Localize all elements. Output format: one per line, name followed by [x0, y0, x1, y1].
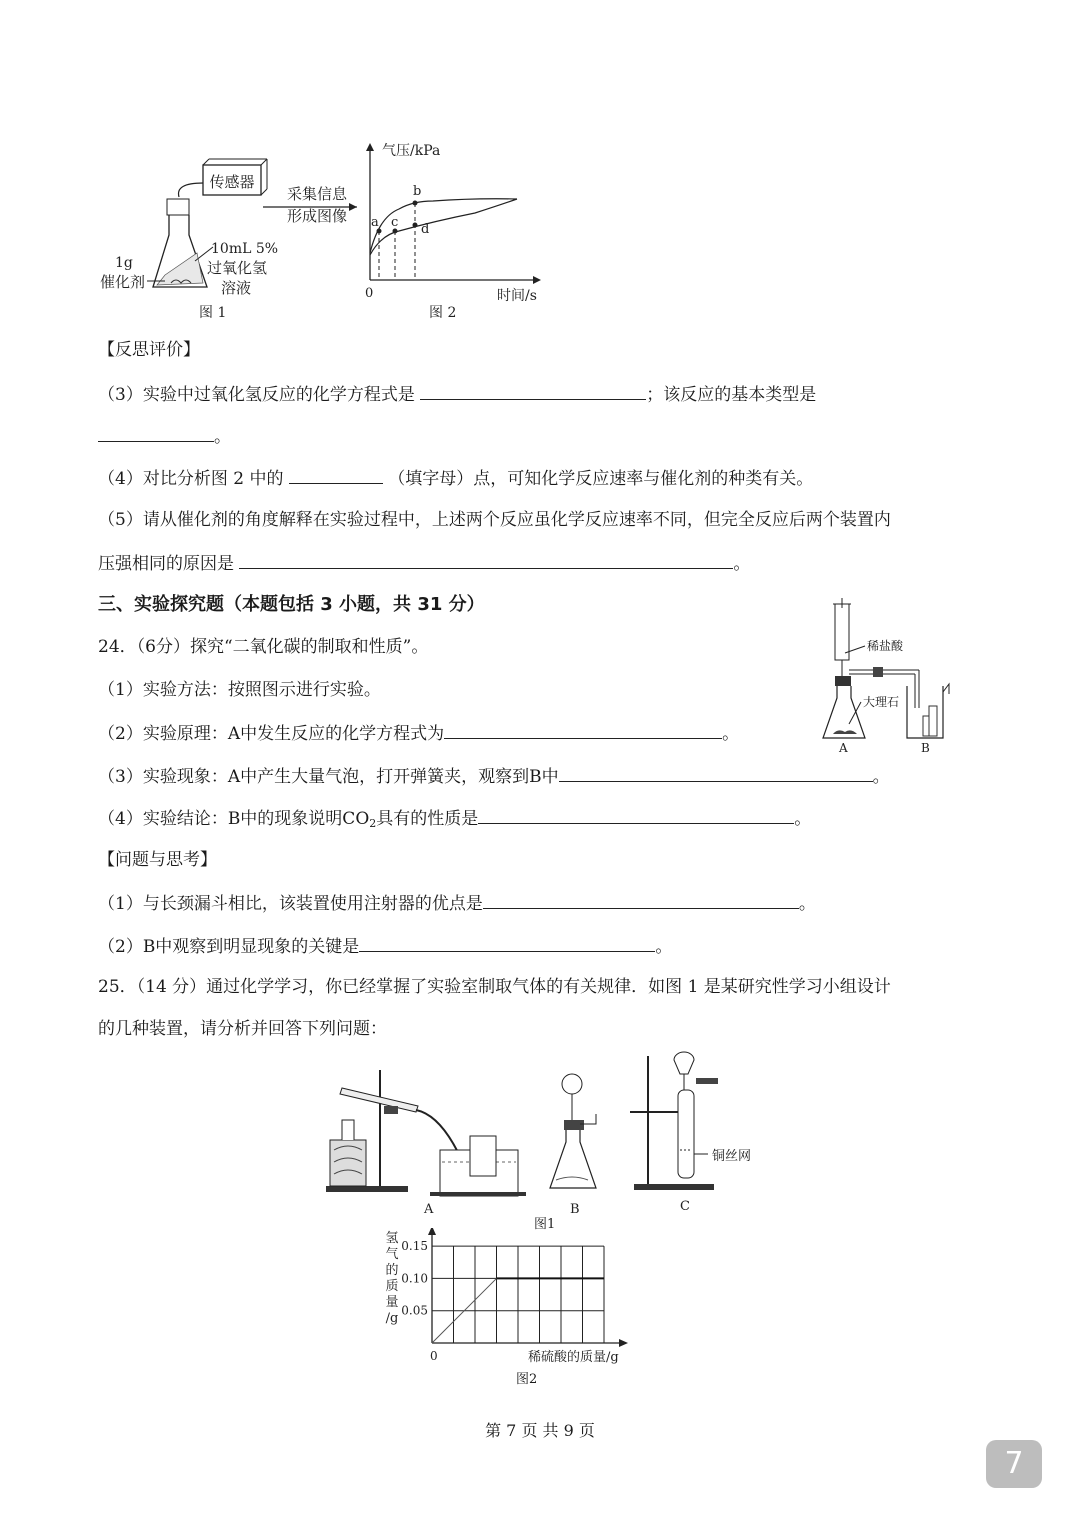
q24-t1-blank[interactable]	[483, 890, 799, 909]
solution-conc: 10mL 5%	[211, 241, 279, 257]
y-axis-label: 氢气的质量/g	[385, 1231, 399, 1326]
q24-p3	[98, 763, 890, 789]
solution-label-2: 溶液	[221, 279, 252, 297]
fig1-caption: 图1	[534, 1217, 556, 1232]
y-axis-arrow-icon	[428, 1228, 436, 1235]
x-axis-label: 稀硫酸的质量/g	[528, 1350, 619, 1365]
q4-letter-blank[interactable]	[289, 465, 383, 484]
y-tick-label: 0.05	[401, 1303, 428, 1318]
q24-heading2: 【问题与思考】	[98, 850, 217, 870]
arrow-label-2: 形成图像	[287, 207, 348, 225]
point-a: a	[371, 215, 379, 230]
page-footer: 第 7 页 共 9 页	[485, 1421, 595, 1440]
arrow-head-icon	[349, 203, 357, 211]
y-axis-label: 气压/kPa	[382, 143, 441, 159]
q24-p4-post: 具有的性质是	[376, 809, 479, 829]
q5-blank[interactable]	[239, 550, 733, 569]
point-d: d	[421, 222, 430, 237]
y-tick-label: 0.15	[401, 1239, 428, 1254]
solution-label-1: 过氧化氢	[207, 259, 268, 277]
co2-subscript: 2	[369, 817, 377, 830]
y-tick-label: 0.10	[401, 1271, 428, 1286]
co2-apparatus	[815, 598, 955, 758]
sensor-box	[203, 159, 267, 195]
top-figure	[95, 135, 565, 325]
q3-end: 。	[214, 427, 231, 447]
q24-p4-blank[interactable]	[478, 805, 794, 824]
q24-p1: （1）实验方法：按照图示进行实验。	[98, 680, 381, 700]
q24-p4-pre: （4）实验结论：B中的现象说明CO	[98, 809, 370, 829]
reflect-heading: 【反思评价】	[98, 340, 200, 360]
x-axis-arrow-icon	[619, 1339, 628, 1347]
arrow-label-1: 采集信息	[287, 185, 348, 203]
sensor-label: 传感器	[209, 173, 255, 191]
q24-t1	[98, 890, 816, 916]
x-axis-label: 时间/s	[497, 288, 537, 304]
q24-t1-text: （1）与长颈漏斗相比，该装置使用注射器的优点是	[98, 894, 483, 914]
q25-apparatus-figure	[320, 1050, 760, 1240]
erlenmeyer-flask	[153, 199, 213, 287]
label-a: A	[424, 1202, 434, 1217]
point-c: c	[391, 215, 399, 230]
label-b: B	[921, 741, 930, 755]
chart-grid	[432, 1246, 604, 1343]
q24-p3-blank[interactable]	[559, 763, 873, 782]
question-3-cont	[98, 423, 231, 449]
q4-post: （填字母）点，可知化学反应速率与催化剂的种类有关。	[388, 469, 814, 489]
period: 。	[794, 809, 812, 829]
q25-line1: 25．（14 分）通过化学学习，你已经掌握了实验室制取气体的有关规律．如图 1 是某研究性学习小组设计	[98, 977, 891, 997]
q4-pre: （4）对比分析图 2 中的	[98, 469, 284, 489]
catalyst-amount: 1g	[115, 255, 133, 271]
marble-label: 大理石	[863, 695, 900, 709]
apparatus-c	[630, 1052, 718, 1190]
origin-label: 0	[365, 286, 374, 301]
q24-t2-blank[interactable]	[359, 933, 655, 952]
q24-p2-blank[interactable]	[444, 720, 722, 739]
pressure-graph	[365, 143, 541, 321]
page-badge: 7	[986, 1440, 1042, 1488]
q24-p3-text: （3）实验现象：A中产生大量气泡，打开弹簧夹，观察到B中	[98, 767, 559, 787]
acid-label: 稀盐酸	[867, 639, 904, 653]
copper-mesh-label: 铜丝网	[712, 1149, 752, 1164]
fig2-caption: 图 2	[429, 305, 457, 321]
q24-t2	[98, 933, 672, 959]
apparatus-b	[550, 1074, 596, 1188]
question-5-line2	[98, 550, 750, 576]
spring-clip	[873, 667, 883, 677]
period: 。	[798, 894, 816, 914]
q24-p2-text: （2）实验原理：A中发生反应的化学方程式为	[98, 724, 445, 744]
question-4	[98, 465, 813, 491]
period: 。	[872, 767, 890, 787]
q24-p2	[98, 720, 739, 746]
section-3-title: 三、实验探究题（本题包括 3 小题，共 31 分）	[98, 594, 485, 615]
catalyst-label: 催化剂	[100, 273, 146, 291]
label-c: C	[680, 1199, 690, 1214]
q3-equation-blank[interactable]	[420, 381, 646, 400]
point-b: b	[413, 184, 422, 199]
q3-sep: ；该反应的基本类型是	[646, 385, 817, 405]
chart-ticks	[401, 1239, 428, 1318]
question-5-line1: （5）请从催化剂的角度解释在实验过程中，上述两个反应虽化学反应速率不同，但完全反应后两个装置内	[98, 510, 891, 530]
period: 。	[655, 937, 673, 957]
apparatus-a	[326, 1070, 526, 1196]
syringe	[835, 604, 849, 660]
label-a: A	[839, 741, 848, 755]
q24-p4	[98, 805, 811, 836]
q25-line2: 的几种装置，请分析并回答下列问题：	[98, 1019, 387, 1039]
flask-a	[823, 686, 865, 738]
q24-intro: 24．（6分）探究“二氧化碳的制取和性质”。	[98, 637, 429, 657]
q24-t2-text: （2）B中观察到明显现象的关键是	[98, 937, 360, 957]
fig1-caption: 图 1	[199, 305, 227, 321]
q3-type-blank[interactable]	[98, 423, 214, 442]
q5-text: 压强相同的原因是	[98, 554, 234, 574]
hydrogen-mass-chart	[370, 1228, 650, 1388]
q5-end: 。	[733, 554, 751, 574]
period: 。	[722, 724, 740, 744]
q3-text: （3）实验中过氧化氢反应的化学方程式是	[98, 385, 415, 405]
question-3	[98, 381, 816, 407]
label-b: B	[570, 1202, 580, 1217]
origin-label: 0	[430, 1349, 438, 1363]
fig2-caption: 图2	[516, 1372, 538, 1387]
